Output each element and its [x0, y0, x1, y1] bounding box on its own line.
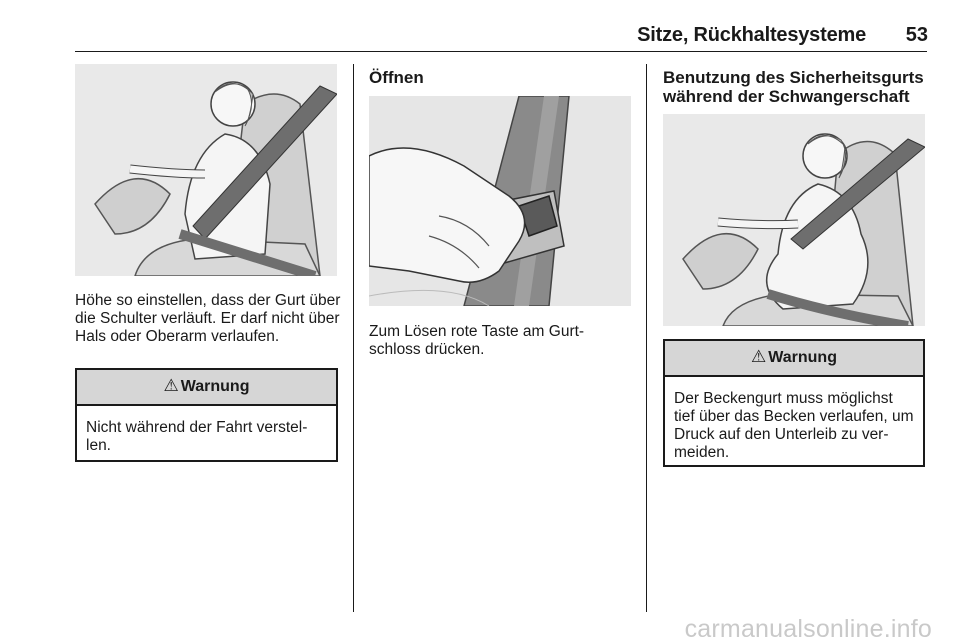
- warning-body: Der Beckengurt muss möglichst tief über das Becken verlaufen, um Druck auf den Unterleib zu vermeiden.: [674, 390, 914, 461]
- header-title: Sitze, Rückhaltesysteme: [637, 24, 866, 46]
- warning-body: Nicht während der Fahrt verstellen.: [86, 419, 308, 454]
- column-divider-left: [353, 64, 354, 612]
- page-number: 53: [905, 24, 928, 46]
- pregnancy-belt-illustration: [663, 114, 925, 326]
- warning-triangle-icon: ⚠: [751, 347, 767, 366]
- warning-title: Warnung: [180, 378, 250, 395]
- section-heading-schwangerschaft: Benutzung des Sicherheitsgurts während der Schwangerschaft: [663, 68, 924, 106]
- watermark: carmanualsonline.info: [684, 615, 932, 643]
- warning-box-right: [663, 339, 925, 467]
- section-heading-oeffnen: Öffnen: [369, 68, 424, 87]
- buckle-release-illustration: [369, 96, 631, 306]
- header-rule: [75, 51, 927, 52]
- column-divider-right: [646, 64, 647, 612]
- belt-height-illustration: [75, 64, 337, 276]
- warning-box-left: [75, 368, 338, 462]
- belt-height-instruction: Höhe so einstellen, dass der Gurt über die Schulter verläuft. Er darf nicht über Hals oder Oberarm verlaufen.: [75, 292, 341, 345]
- buckle-release-instruction: Zum Lösen rote Taste am Gurtschloss drücken.: [369, 323, 585, 358]
- warning-header: [665, 341, 923, 377]
- warning-header: [77, 370, 336, 406]
- warning-title: Warnung: [768, 349, 837, 366]
- warning-triangle-icon: ⚠: [163, 376, 179, 395]
